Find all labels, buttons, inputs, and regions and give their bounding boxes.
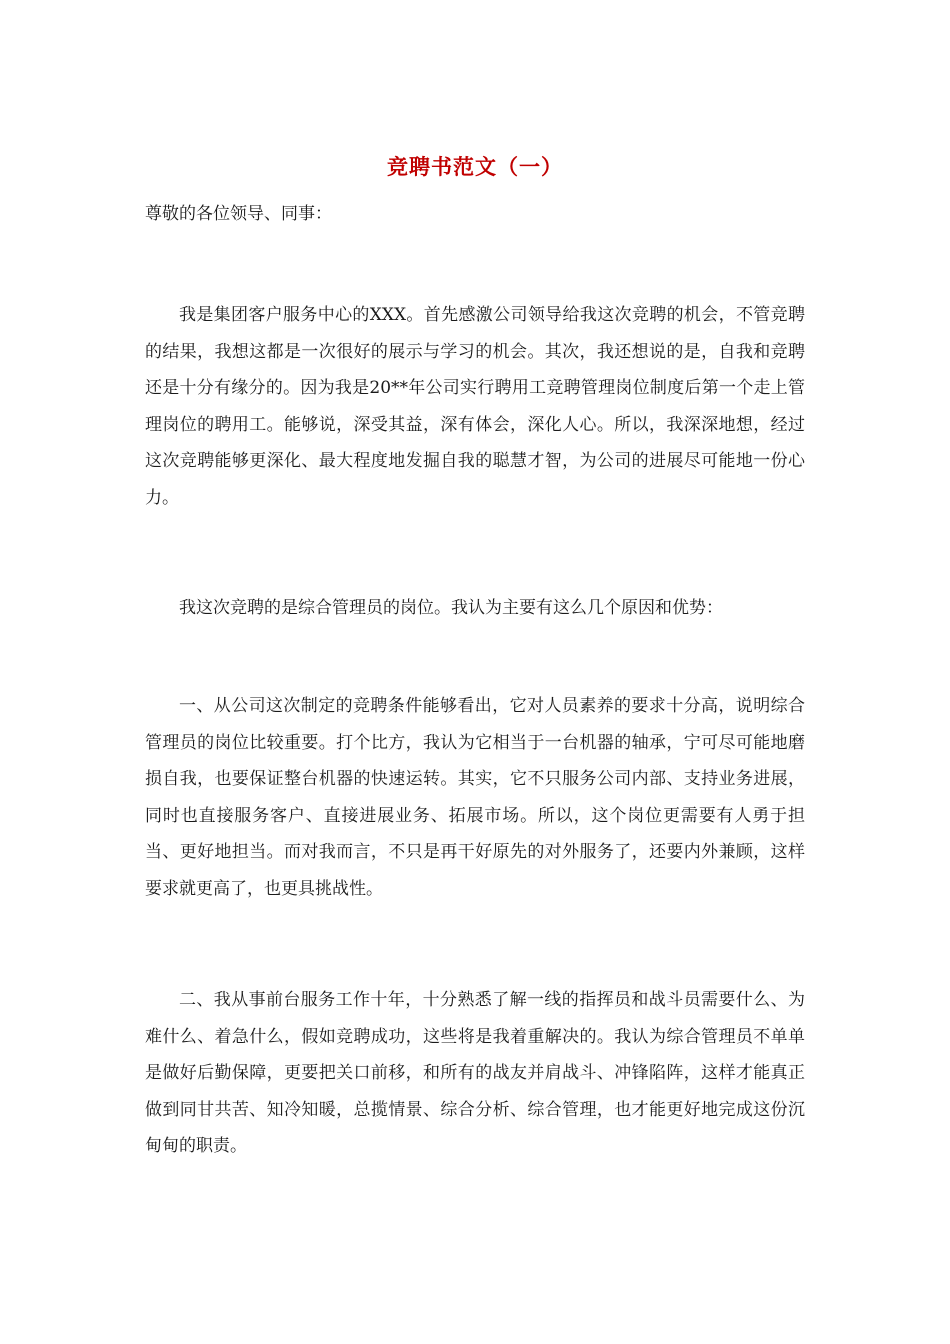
- paragraph-reason-one: 一、从公司这次制定的竞聘条件能够看出，它对人员素养的要求十分高，说明综合管理员的岗位比较重要。打个比方，我认为它相当于一台机器的轴承，宁可尽可能地磨损自我，也要保证整台机器的快速运转。其实，它不只服务公司内部、支持业务进展，同时也直接服务客户、直接进展业务、拓展市场。所以，这个岗位更需要有人勇于担当、更好地担当。而对我而言，不只是再干好原先的对外服务了，还要内外兼顾，这样要求就更高了，也更具挑战性。: [145, 696, 805, 899]
- paragraph-introduction: 我是集团客户服务中心的XXX。首先感激公司领导给我这次竞聘的机会，不管竞聘的结果，我想这都是一次很好的展示与学习的机会。其次，我还想说的是，自我和竞聘还是十分有缘分的。因为我是20**年公司实行聘用工竞聘管理岗位制度后第一个走上管理岗位的聘用工。能够说，深受其益，深有体会，深化人心。所以，我深深地想，经过这次竞聘能够更深化、最大程度地发掘自我的聪慧才智，为公司的进展尽可能地一份心力。: [145, 305, 805, 508]
- document-title: 竞聘书范文（一）: [387, 154, 563, 179]
- paragraph-position-statement: 我这次竞聘的是综合管理员的岗位。我认为主要有这么几个原因和优势：: [179, 598, 723, 618]
- paragraph-reason-two: 二、我从事前台服务工作十年，十分熟悉了解一线的指挥员和战斗员需要什么、为难什么、着急什么，假如竞聘成功，这些将是我着重解决的。我认为综合管理员不单单是做好后勤保障，更要把关口前移，和所有的战友并肩战斗、冲锋陷阵，这样才能真正做到同甘共苦、知冷知暖，总揽情景、综合分析、综合管理，也才能更好地完成这份沉甸甸的职责。: [145, 990, 805, 1157]
- salutation: 尊敬的各位领导、同事：: [145, 204, 332, 224]
